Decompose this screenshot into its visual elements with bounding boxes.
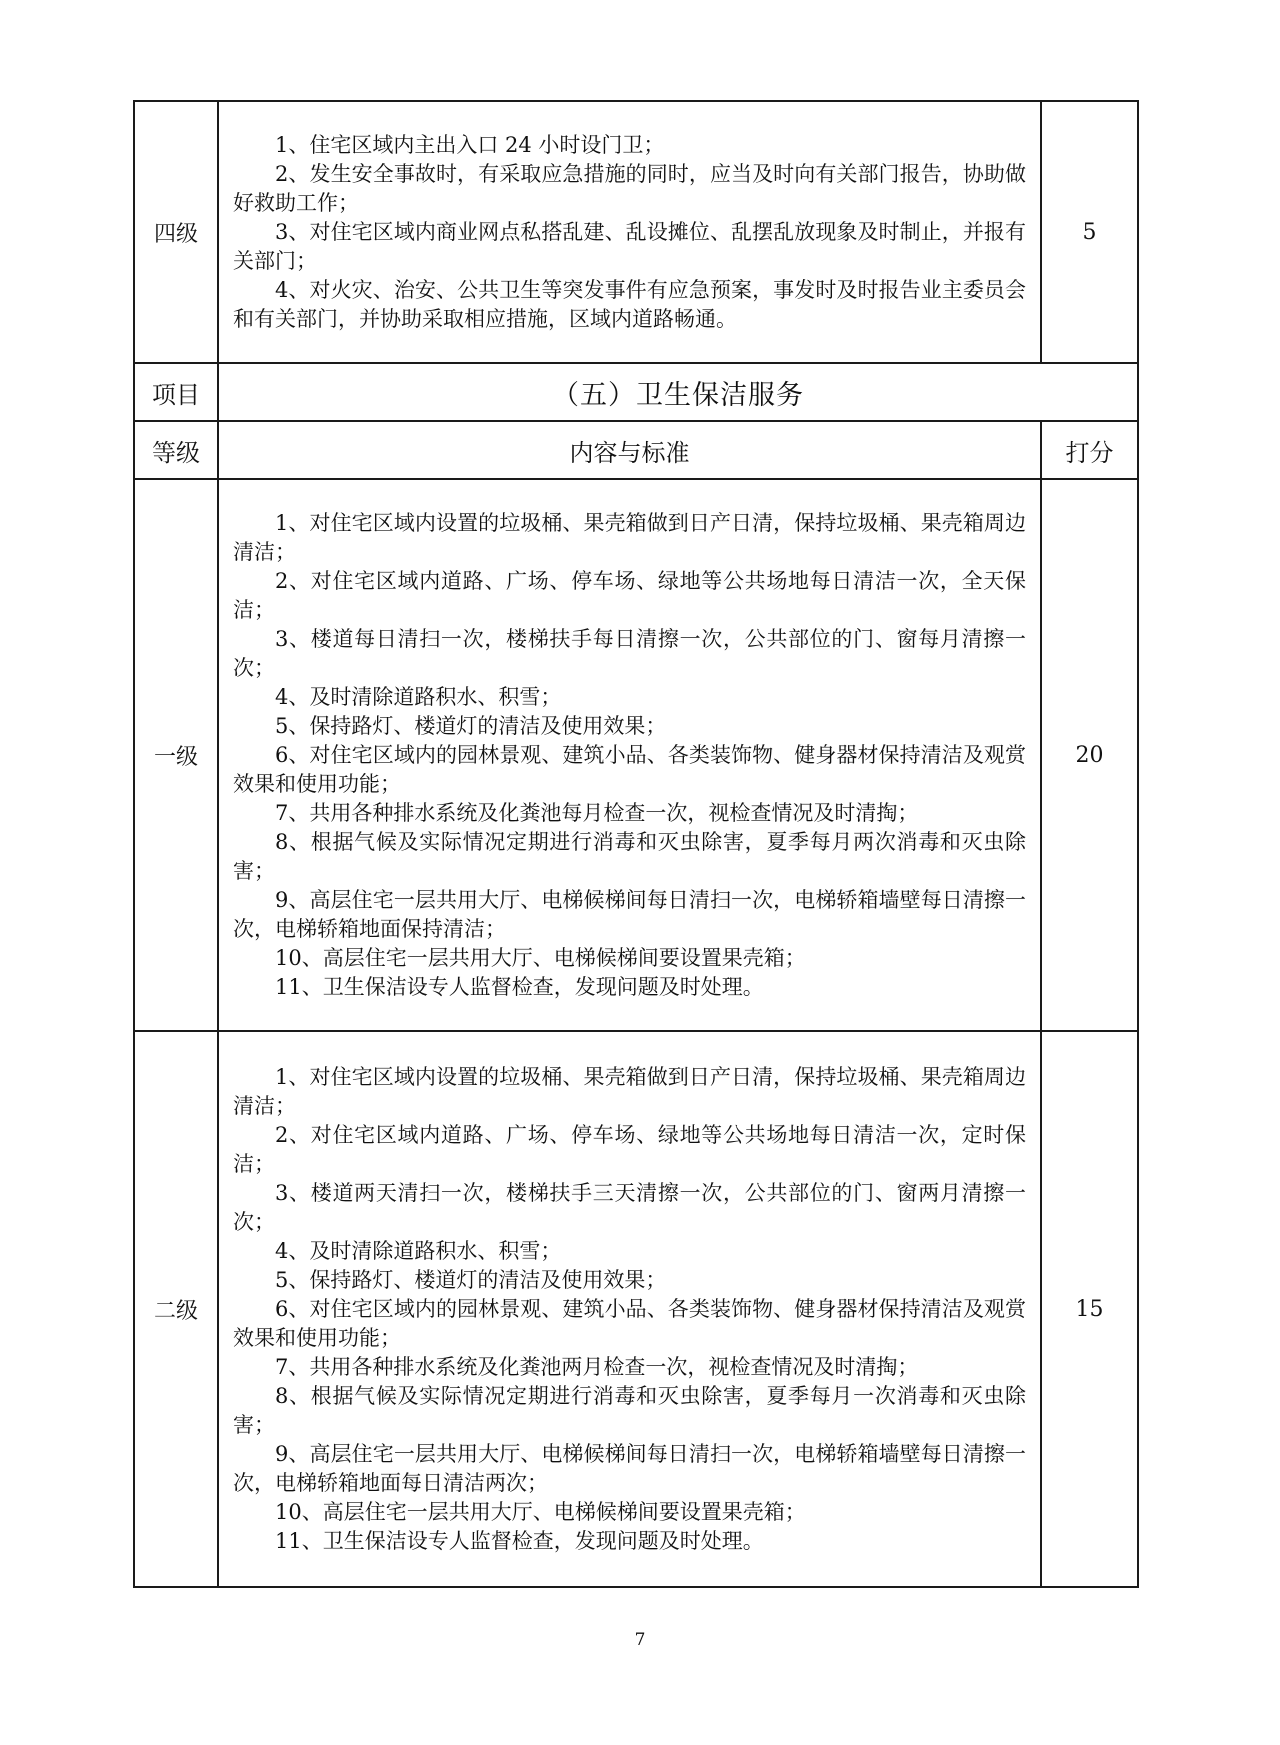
list-item: 4、对火灾、治安、公共卫生等突发事件有应急预案，事发时及时报告业主委员会和有关部门，并协助采取相应措施，区域内道路畅通。 (233, 277, 1026, 331)
content-cell (218, 101, 1041, 363)
list-item: 2、对住宅区域内道路、广场、停车场、绿地等公共场地每日清洁一次，全天保洁； (233, 568, 1026, 622)
list-item: 4、及时清除道路积水、积雪； (275, 1238, 562, 1263)
standards-table (133, 100, 1139, 1588)
list-item: 9、高层住宅一层共用大厅、电梯候梯间每日清扫一次，电梯轿箱墙壁每日清擦一次，电梯轿箱地面保持清洁； (233, 887, 1026, 941)
section-label: 项目 (134, 363, 218, 421)
section-title: （五）卫生保洁服务 (218, 363, 1138, 421)
list-item: 8、根据气候及实际情况定期进行消毒和灭虫除害，夏季每月两次消毒和灭虫除害； (233, 829, 1026, 883)
content-cell (218, 479, 1041, 1031)
list-item: 1、对住宅区域内设置的垃圾桶、果壳箱做到日产日清，保持垃圾桶、果壳箱周边清洁； (233, 510, 1026, 564)
level-cell: 一级 (134, 479, 218, 1031)
score-cell: 5 (1041, 101, 1138, 363)
list-item: 2、对住宅区域内道路、广场、停车场、绿地等公共场地每日清洁一次，定时保洁； (233, 1122, 1026, 1176)
header-score: 打分 (1041, 421, 1138, 479)
header-row (134, 421, 1138, 479)
list-item: 6、对住宅区域内的园林景观、建筑小品、各类装饰物、健身器材保持清洁及观赏效果和使用功能； (233, 742, 1026, 796)
header-level: 等级 (134, 421, 218, 479)
list-item: 9、高层住宅一层共用大厅、电梯候梯间每日清扫一次，电梯轿箱墙壁每日清擦一次，电梯轿箱地面每日清洁两次； (233, 1441, 1026, 1495)
list-item: 5、保持路灯、楼道灯的清洁及使用效果； (275, 1267, 667, 1292)
list-item: 2、发生安全事故时，有采取应急措施的同时，应当及时向有关部门报告，协助做好救助工作； (233, 161, 1026, 215)
list-item: 5、保持路灯、楼道灯的清洁及使用效果； (275, 713, 667, 738)
score-cell: 20 (1041, 479, 1138, 1031)
list-item: 10、高层住宅一层共用大厅、电梯候梯间要设置果壳箱； (275, 1499, 806, 1524)
list-item: 3、对住宅区域内商业网点私搭乱建、乱设摊位、乱摆乱放现象及时制止，并报有关部门； (233, 219, 1026, 273)
list-item: 11、卫生保洁设专人监督检查，发现问题及时处理。 (275, 1528, 764, 1553)
content-cell (218, 1031, 1041, 1587)
list-item: 1、对住宅区域内设置的垃圾桶、果壳箱做到日产日清，保持垃圾桶、果壳箱周边清洁； (233, 1064, 1026, 1118)
list-item: 10、高层住宅一层共用大厅、电梯候梯间要设置果壳箱； (275, 945, 806, 970)
list-item: 7、共用各种排水系统及化粪池每月检查一次，视检查情况及时清掏； (275, 800, 919, 825)
list-item: 3、楼道两天清扫一次，楼梯扶手三天清擦一次，公共部位的门、窗两月清擦一次； (233, 1180, 1026, 1234)
section-row (134, 363, 1138, 421)
score-cell: 15 (1041, 1031, 1138, 1587)
level-cell: 二级 (134, 1031, 218, 1587)
list-item: 8、根据气候及实际情况定期进行消毒和灭虫除害，夏季每月一次消毒和灭虫除害； (233, 1383, 1026, 1437)
page-number: 7 (634, 1630, 646, 1650)
table-row (134, 479, 1138, 1031)
list-item: 7、共用各种排水系统及化粪池两月检查一次，视检查情况及时清掏； (275, 1354, 919, 1379)
table-row (134, 1031, 1138, 1587)
list-item: 11、卫生保洁设专人监督检查，发现问题及时处理。 (275, 974, 764, 999)
list-item: 1、住宅区域内主出入口 24 小时设门卫； (275, 132, 665, 157)
table-row (134, 101, 1138, 363)
list-item: 3、楼道每日清扫一次，楼梯扶手每日清擦一次，公共部位的门、窗每月清擦一次； (233, 626, 1026, 680)
header-content: 内容与标准 (218, 421, 1041, 479)
level-cell: 四级 (134, 101, 218, 363)
list-item: 6、对住宅区域内的园林景观、建筑小品、各类装饰物、健身器材保持清洁及观赏效果和使用功能； (233, 1296, 1026, 1350)
list-item: 4、及时清除道路积水、积雪； (275, 684, 562, 709)
